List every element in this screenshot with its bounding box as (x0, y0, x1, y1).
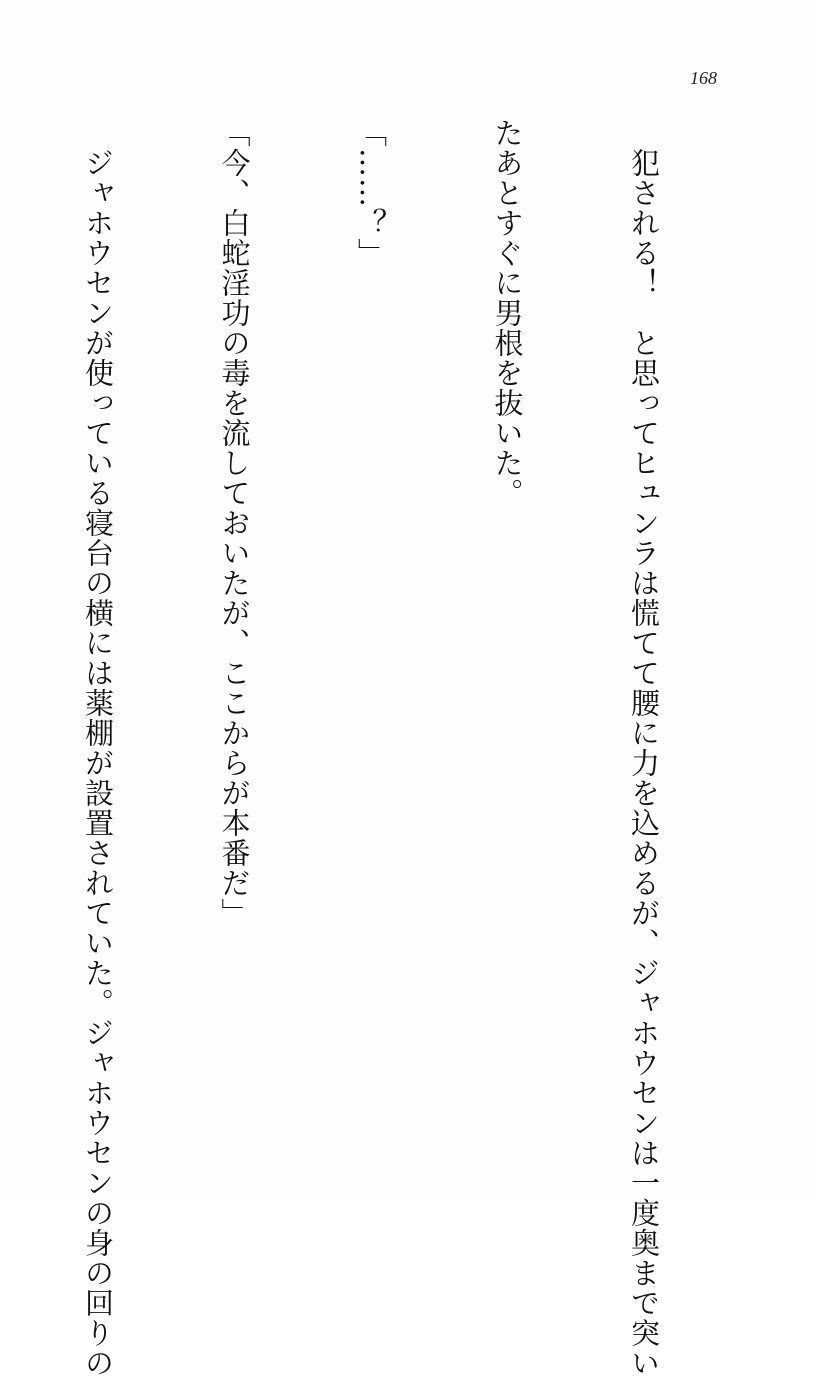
vertical-text-body (0, 118, 757, 1378)
text-line: 「……？」 (354, 118, 388, 268)
page-number: 168 (690, 68, 717, 88)
text-line: ジャホウセンが使っている寝台の横には薬棚が設置されていた。ジャホウセンの身の回りの (81, 118, 115, 1378)
text-line: 「今、白蛇淫功の毒を流しておいたが、ここからが本番だ」 (217, 118, 252, 928)
text-line: たあとすぐに男根を抜いた。 (490, 118, 525, 508)
text-line: 犯される！ と思ってヒュンラは慌てて腰に力を込めるが、ジャホウセンは一度奥まで突い (627, 118, 661, 1378)
